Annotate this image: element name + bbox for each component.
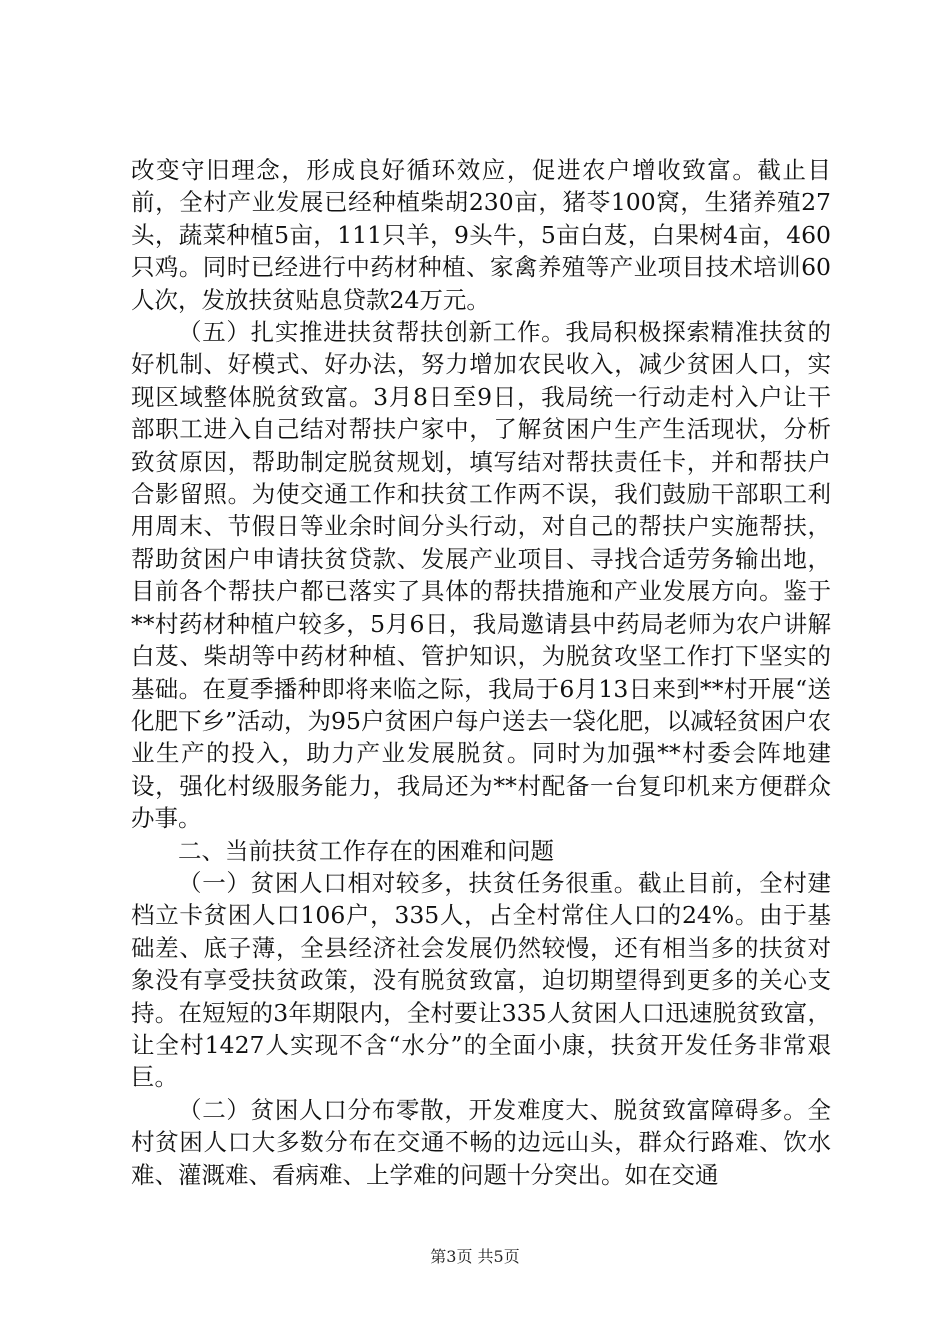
page-footer: 第3页 共5页 bbox=[430, 1247, 520, 1266]
section-heading-problems: 二、当前扶贫工作存在的困难和问题 bbox=[178, 836, 554, 865]
paragraph-problem-two: （二）贫困人口分布零散，开发难度大、脱贫致富障碍多。全村贫困人口大多数分布在交通不畅的边远山头，群众行路难、饮水难、灌溉难、看病难、上学难的问题十分突出。如在交通 bbox=[131, 1095, 831, 1189]
paragraph-continued: 改变守旧理念，形成良好循环效应，促进农户增收致富。截止目前，全村产业发展已经种植柴胡230亩，猪苓100窝，生猪养殖27头，蔬菜种植5亩，111只羊，9头牛，5亩白芨，白果树4亩，460只鸡。同时已经进行中药材种植、家禽养殖等产业项目技术培训60人次，发放扶贫贴息贷款24万元。 bbox=[131, 156, 831, 314]
document-body bbox=[131, 154, 831, 1191]
paragraph-problem-one: （一）贫困人口相对较多，扶贫任务很重。截止目前，全村建档立卡贫困人口106户，335人，占全村常住人口的24%。由于基础差、底子薄，全县经济社会发展仍然较慢，还有相当多的扶贫对象没有享受扶贫政策，没有脱贫致富，迫切期望得到更多的关心支持。在短短的3年期限内，全村要让335人贫困人口迅速脱贫致富，让全村1427人实现不含“水分”的全面小康，扶贫开发任务非常艰巨。 bbox=[131, 868, 831, 1092]
paragraph-section-five: （五）扎实推进扶贫帮扶创新工作。我局积极探索精准扶贫的好机制、好模式、好办法，努力增加农民收入，减少贫困人口，实现区域整体脱贫致富。3月8日至9日，我局统一行动走村入户让干部职工进入自己结对帮扶户家中，了解贫困户生产生活现状，分析致贫原因，帮助制定脱贫规划，填写结对帮扶责任卡，并和帮扶户合影留照。为使交通工作和扶贫工作两不误，我们鼓励干部职工利用周末、节假日等业余时间分头行动，对自己的帮扶户实施帮扶，帮助贫困户申请扶贫贷款、发展产业项目、寻找合适劳务输出地，目前各个帮扶户都已落实了具体的帮扶措施和产业发展方向。鉴于**村药材种植户较多，5月6日，我局邀请县中药局老师为农户讲解白芨、柴胡等中药材种植、管护知识，为脱贫攻坚工作打下坚实的基础。在夏季播种即将来临之际，我局于6月13日来到**村开展“送化肥下乡”活动，为95户贫困户每户送去一袋化肥，以减轻贫困户农业生产的投入，助力产业发展脱贫。同时为加强**村委会阵地建设，强化村级服务能力，我局还为**村配备一台复印机来方便群众办事。 bbox=[131, 318, 831, 833]
